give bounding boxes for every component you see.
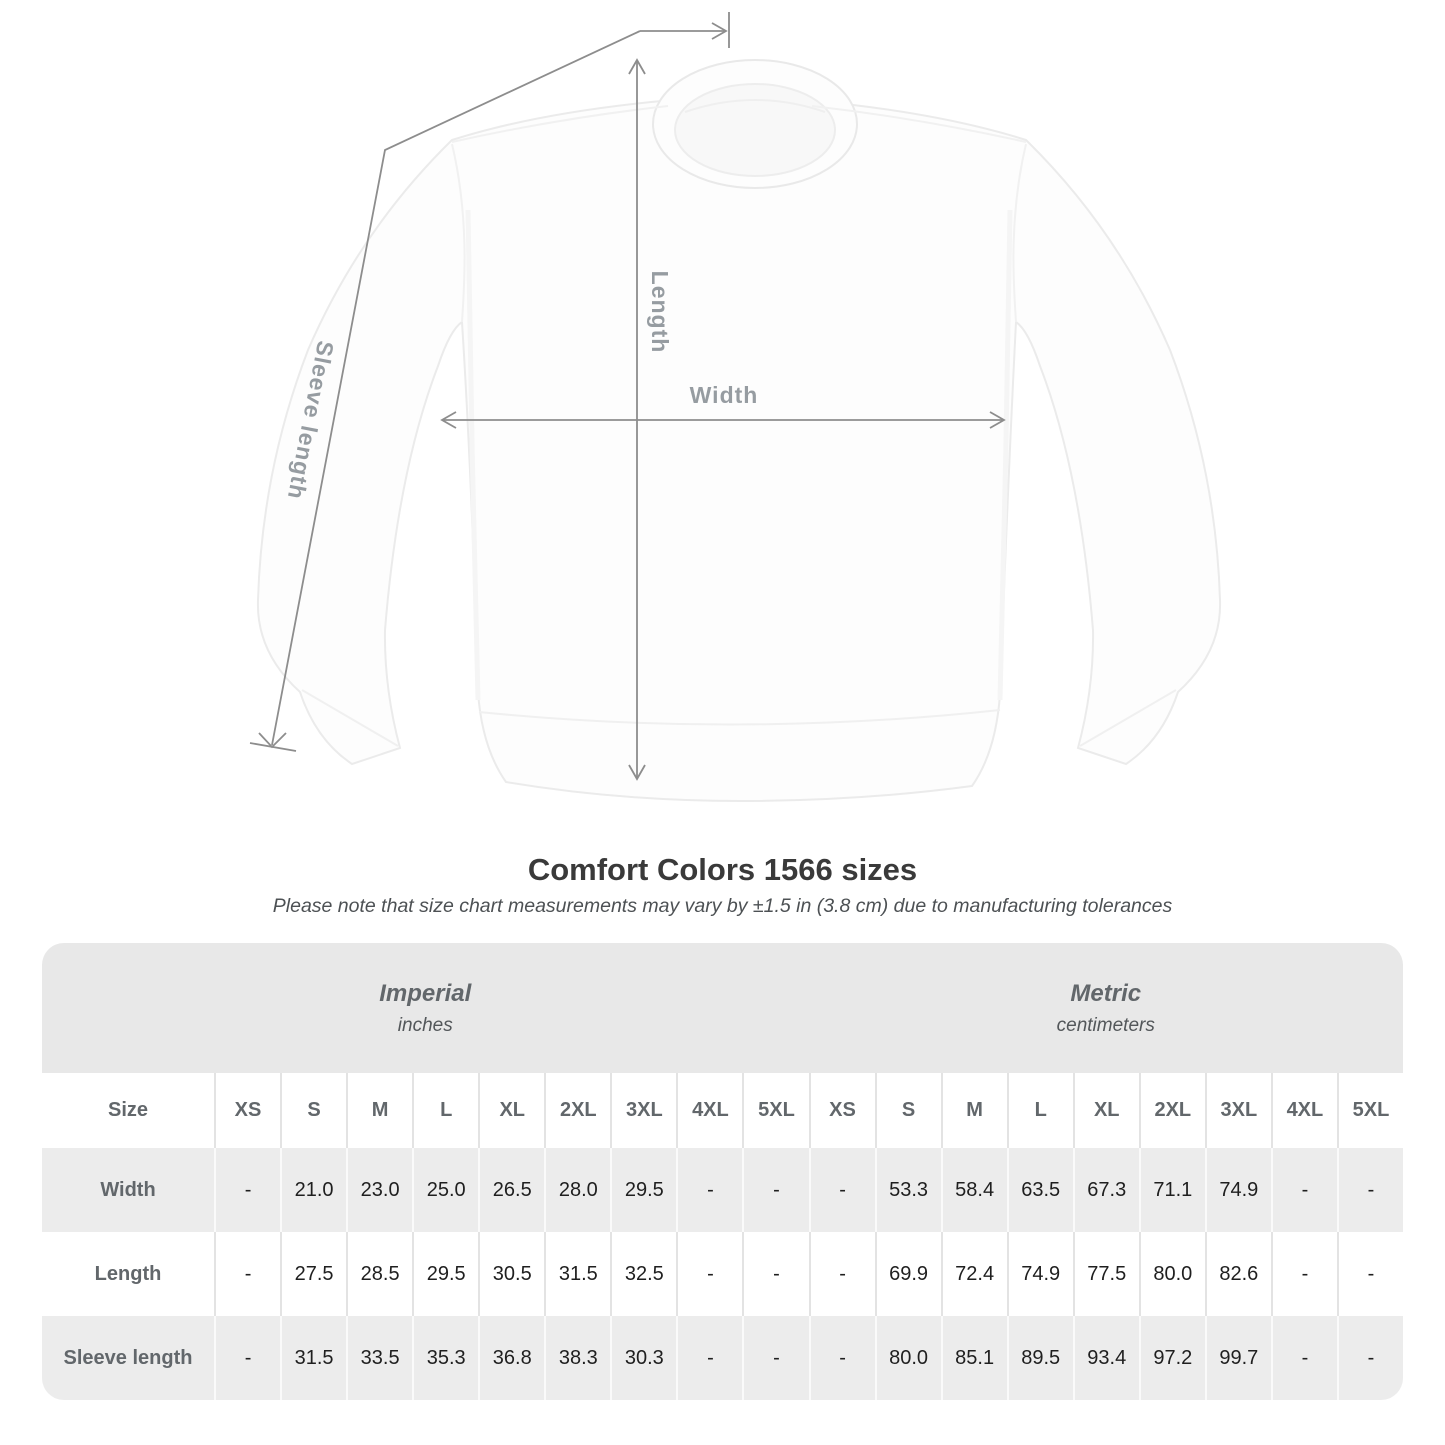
length-imperial-3xl: 32.5 — [610, 1232, 676, 1316]
length-metric-s: 69.9 — [875, 1232, 941, 1316]
length-imperial-xl: 30.5 — [478, 1232, 544, 1316]
size-header-imperial-l: L — [412, 1073, 478, 1148]
sleeve-length-metric-3xl: 99.7 — [1205, 1316, 1271, 1400]
length-imperial-l: 29.5 — [412, 1232, 478, 1316]
size-header-metric-xl: XL — [1073, 1073, 1139, 1148]
sleeve-length-metric-s: 80.0 — [875, 1316, 941, 1400]
size-header-imperial-xl: XL — [478, 1073, 544, 1148]
size-header-imperial-xs: XS — [214, 1073, 280, 1148]
width-label: Width — [689, 382, 759, 408]
length-metric-2xl: 80.0 — [1139, 1232, 1205, 1316]
tolerance-note: Please note that size chart measurements may vary by ±1.5 in (3.8 cm) due to manufacturing tolerances — [272, 895, 1173, 917]
row-label-width: Width — [42, 1148, 214, 1232]
sleeve-length-imperial-m: 33.5 — [346, 1316, 412, 1400]
width-metric-2xl: 71.1 — [1139, 1148, 1205, 1232]
width-imperial-l: 25.0 — [412, 1148, 478, 1232]
length-metric-m: 72.4 — [941, 1232, 1007, 1316]
sleeve-length-metric-xs: - — [809, 1316, 875, 1400]
size-column-header: Size — [42, 1073, 214, 1148]
length-metric-l: 74.9 — [1007, 1232, 1073, 1316]
width-metric-xl: 67.3 — [1073, 1148, 1139, 1232]
size-header-imperial-2xl: 2XL — [544, 1073, 610, 1148]
sleeve-length-imperial-3xl: 30.3 — [610, 1316, 676, 1400]
size-header-metric-l: L — [1007, 1073, 1073, 1148]
width-imperial-m: 23.0 — [346, 1148, 412, 1232]
row-label-sleeve-length: Sleeve length — [42, 1316, 214, 1400]
width-imperial-s: 21.0 — [280, 1148, 346, 1232]
sleeve-length-imperial-4xl: - — [676, 1316, 742, 1400]
length-imperial-5xl: - — [742, 1232, 808, 1316]
sleeve-length-imperial-l: 35.3 — [412, 1316, 478, 1400]
width-metric-3xl: 74.9 — [1205, 1148, 1271, 1232]
sweatshirt-illustration — [258, 60, 1220, 801]
width-imperial-xs: - — [214, 1148, 280, 1232]
length-label: Length — [646, 270, 673, 354]
length-metric-xl: 77.5 — [1073, 1232, 1139, 1316]
length-imperial-m: 28.5 — [346, 1232, 412, 1316]
size-header-metric-xs: XS — [809, 1073, 875, 1148]
width-metric-xs: - — [809, 1148, 875, 1232]
size-header-metric-5xl: 5XL — [1337, 1073, 1403, 1148]
width-imperial-4xl: - — [676, 1148, 742, 1232]
size-header-metric-2xl: 2XL — [1139, 1073, 1205, 1148]
width-metric-m: 58.4 — [941, 1148, 1007, 1232]
width-imperial-5xl: - — [742, 1148, 808, 1232]
sleeve-length-label: Sleeve length — [282, 338, 340, 503]
sleeve-length-imperial-xs: - — [214, 1316, 280, 1400]
sleeve-length-imperial-s: 31.5 — [280, 1316, 346, 1400]
sleeve-length-metric-4xl: - — [1271, 1316, 1337, 1400]
width-metric-4xl: - — [1271, 1148, 1337, 1232]
length-metric-5xl: - — [1337, 1232, 1403, 1316]
length-metric-3xl: 82.6 — [1205, 1232, 1271, 1316]
width-imperial-3xl: 29.5 — [610, 1148, 676, 1232]
imperial-unit-label: inches — [397, 1014, 453, 1036]
size-chart-table — [42, 943, 1403, 1400]
size-header-metric-s: S — [875, 1073, 941, 1148]
metric-unit-label: centimeters — [1056, 1014, 1155, 1036]
size-header-metric-4xl: 4XL — [1271, 1073, 1337, 1148]
imperial-unit-header — [42, 943, 809, 1073]
metric-unit-header — [809, 943, 1404, 1073]
size-header-metric-m: M — [941, 1073, 1007, 1148]
width-imperial-2xl: 28.0 — [544, 1148, 610, 1232]
sleeve-length-imperial-2xl: 38.3 — [544, 1316, 610, 1400]
width-metric-l: 63.5 — [1007, 1148, 1073, 1232]
size-header-imperial-4xl: 4XL — [676, 1073, 742, 1148]
sleeve-length-metric-l: 89.5 — [1007, 1316, 1073, 1400]
sleeve-length-imperial-5xl: - — [742, 1316, 808, 1400]
length-imperial-2xl: 31.5 — [544, 1232, 610, 1316]
width-metric-5xl: - — [1337, 1148, 1403, 1232]
length-imperial-4xl: - — [676, 1232, 742, 1316]
width-imperial-xl: 26.5 — [478, 1148, 544, 1232]
size-header-imperial-5xl: 5XL — [742, 1073, 808, 1148]
width-metric-s: 53.3 — [875, 1148, 941, 1232]
size-header-imperial-s: S — [280, 1073, 346, 1148]
sleeve-length-imperial-xl: 36.8 — [478, 1316, 544, 1400]
sleeve-length-metric-m: 85.1 — [941, 1316, 1007, 1400]
sleeve-length-metric-2xl: 97.2 — [1139, 1316, 1205, 1400]
size-header-imperial-m: M — [346, 1073, 412, 1148]
length-metric-xs: - — [809, 1232, 875, 1316]
imperial-unit-name: Imperial — [379, 979, 472, 1007]
size-header-metric-3xl: 3XL — [1205, 1073, 1271, 1148]
sleeve-length-metric-xl: 93.4 — [1073, 1316, 1139, 1400]
sleeve-length-metric-5xl: - — [1337, 1316, 1403, 1400]
length-metric-4xl: - — [1271, 1232, 1337, 1316]
size-header-imperial-3xl: 3XL — [610, 1073, 676, 1148]
page-title: Comfort Colors 1566 sizes — [527, 852, 918, 887]
row-label-length: Length — [42, 1232, 214, 1316]
length-imperial-s: 27.5 — [280, 1232, 346, 1316]
length-imperial-xs: - — [214, 1232, 280, 1316]
metric-unit-name: Metric — [1070, 979, 1142, 1007]
